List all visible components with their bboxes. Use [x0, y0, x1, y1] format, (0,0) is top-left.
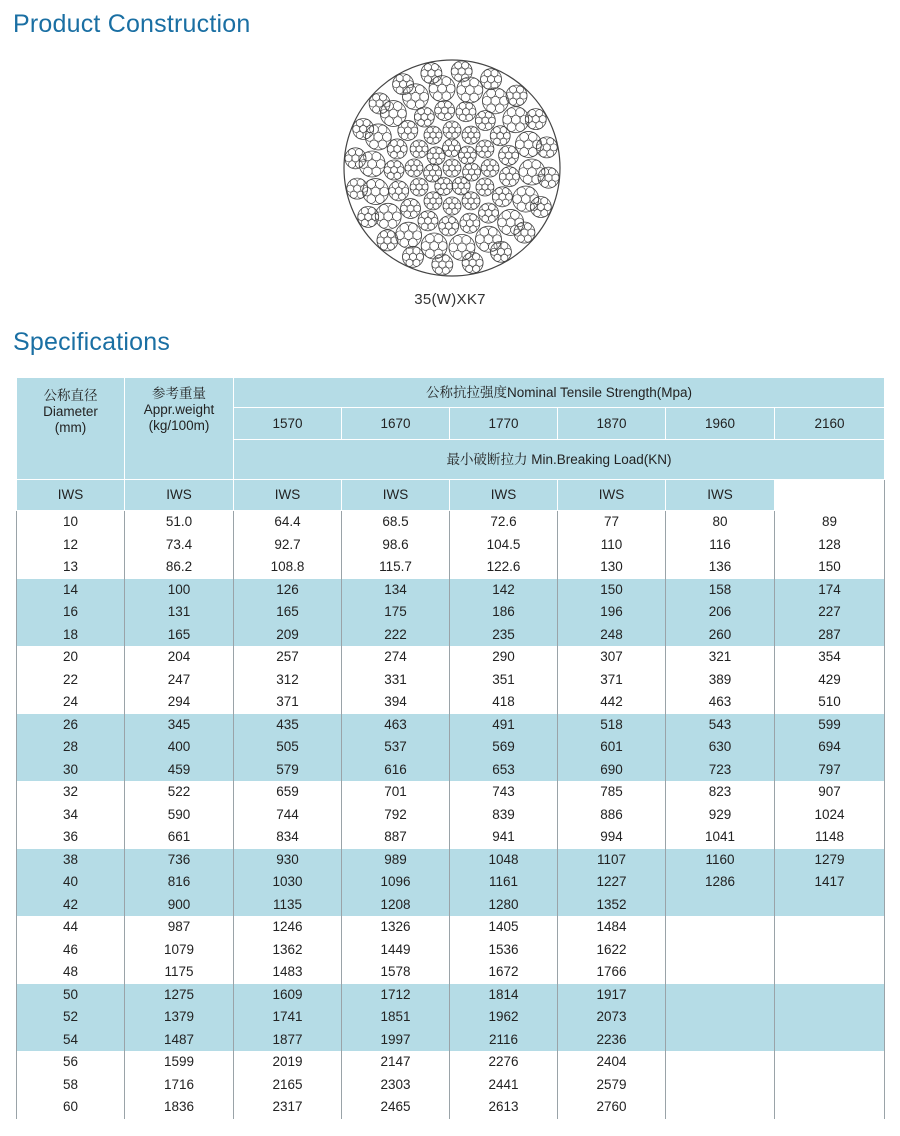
table-cell: 312 — [234, 669, 342, 692]
table-row — [17, 939, 885, 962]
table-cell: 28 — [17, 736, 125, 759]
grade-header-cell: 1770 — [450, 408, 558, 440]
table-cell: 1246 — [234, 916, 342, 939]
table-cell: 459 — [125, 759, 234, 782]
table-cell: 1877 — [234, 1029, 342, 1052]
diameter-header — [17, 378, 125, 480]
table-cell: 994 — [558, 826, 666, 849]
table-cell: 1483 — [234, 961, 342, 984]
table-cell: 104.5 — [450, 534, 558, 557]
table-cell: 463 — [666, 691, 775, 714]
table-cell: 1712 — [342, 984, 450, 1007]
diameter-header-unit: (mm) — [54, 420, 87, 435]
table-cell: 2317 — [234, 1096, 342, 1119]
table-cell: 1227 — [558, 871, 666, 894]
table-cell: 50 — [17, 984, 125, 1007]
table-cell: 274 — [342, 646, 450, 669]
table-cell: 1279 — [775, 849, 885, 872]
table-cell: 32 — [62, 784, 79, 799]
table-cell: 122.6 — [450, 556, 558, 579]
table-cell: 2441 — [450, 1074, 558, 1097]
table-cell — [775, 1029, 885, 1052]
table-cell: 1096 — [342, 871, 450, 894]
table-row — [17, 601, 885, 624]
table-cell: 98.6 — [342, 534, 450, 557]
table-cell: 590 — [125, 804, 234, 827]
table-cell: 1030 — [234, 871, 342, 894]
table-cell: 248 — [558, 624, 666, 647]
table-cell: 1484 — [558, 916, 666, 939]
table-cell: 491 — [450, 714, 558, 737]
table-cell: 48 — [62, 964, 79, 979]
table-cell: 260 — [666, 624, 775, 647]
table-row — [17, 1096, 885, 1119]
table-cell: 1836 — [125, 1096, 234, 1119]
table-cell — [666, 939, 775, 962]
table-cell: 34 — [62, 806, 79, 822]
table-cell: 442 — [558, 691, 666, 714]
table-cell: 743 — [450, 781, 558, 804]
table-row — [17, 916, 885, 939]
table-cell: 16 — [17, 601, 125, 624]
table-row — [17, 984, 885, 1007]
table-row — [17, 691, 885, 714]
table-cell: 2613 — [450, 1096, 558, 1119]
table-cell: 136 — [666, 556, 775, 579]
table-cell: 1107 — [558, 849, 666, 872]
table-cell: 1766 — [558, 961, 666, 984]
table-cell: 1716 — [125, 1074, 234, 1097]
table-cell: 601 — [558, 736, 666, 759]
table-cell: 989 — [342, 849, 450, 872]
table-cell: 126 — [234, 579, 342, 602]
table-cell: 1161 — [450, 871, 558, 894]
table-cell: 987 — [125, 916, 234, 939]
table-cell: 1024 — [775, 804, 885, 827]
table-cell: 2116 — [450, 1029, 558, 1052]
table-cell: 2404 — [558, 1051, 666, 1074]
table-cell: 130 — [558, 556, 666, 579]
table-cell: 345 — [125, 714, 234, 737]
table-cell: 701 — [342, 781, 450, 804]
table-cell: 72.6 — [450, 511, 558, 534]
table-cell: 142 — [450, 579, 558, 602]
table-cell: 68.5 — [342, 511, 450, 534]
table-cell: 36 — [62, 829, 79, 844]
table-cell: 1326 — [342, 916, 450, 939]
table-cell: 196 — [558, 601, 666, 624]
core-type-cell: IWS — [342, 480, 450, 511]
table-cell: 134 — [342, 579, 450, 602]
table-cell: 941 — [450, 826, 558, 849]
table-row — [17, 804, 885, 827]
table-cell: 510 — [775, 691, 885, 714]
table-cell: 394 — [342, 691, 450, 714]
table-cell: 1041 — [666, 826, 775, 849]
table-cell: 930 — [234, 849, 342, 872]
table-cell: 1599 — [125, 1051, 234, 1074]
table-row — [17, 736, 885, 759]
table-row — [17, 646, 885, 669]
table-cell: 1814 — [450, 984, 558, 1007]
table-cell: 2147 — [342, 1051, 450, 1074]
table-cell: 80 — [666, 511, 775, 534]
table-cell: 186 — [450, 601, 558, 624]
table-cell: 839 — [450, 804, 558, 827]
table-cell: 10 — [62, 514, 79, 529]
table-row — [17, 961, 885, 984]
table-cell: 543 — [666, 714, 775, 737]
table-row — [17, 669, 885, 692]
table-cell: 1487 — [125, 1029, 234, 1052]
table-cell: 929 — [666, 804, 775, 827]
table-cell — [775, 961, 885, 984]
table-cell: 158 — [666, 579, 775, 602]
wire-rope-cross-section-icon — [337, 58, 567, 278]
table-row — [17, 871, 885, 894]
table-cell: 1175 — [125, 961, 234, 984]
table-cell: 222 — [342, 624, 450, 647]
table-cell: 174 — [775, 579, 885, 602]
table-cell: 1417 — [775, 871, 885, 894]
table-cell: 307 — [558, 646, 666, 669]
table-cell: 51.0 — [125, 511, 234, 534]
table-cell: 694 — [775, 736, 885, 759]
table-cell: 204 — [125, 646, 234, 669]
table-cell: 2165 — [234, 1074, 342, 1097]
table-cell: 54 — [17, 1029, 125, 1052]
table-cell: 321 — [666, 646, 775, 669]
table-cell: 206 — [666, 601, 775, 624]
table-cell: 165 — [234, 601, 342, 624]
table-cell — [775, 1074, 885, 1097]
core-type-cell: IWS — [17, 480, 125, 511]
table-cell — [775, 916, 885, 939]
table-row — [17, 759, 885, 782]
table-cell: 58 — [62, 1076, 79, 1092]
table-cell: 1135 — [234, 894, 342, 917]
table-cell: 42 — [17, 894, 125, 917]
table-cell: 56 — [62, 1054, 79, 1069]
table-row — [17, 556, 885, 579]
table-cell: 537 — [342, 736, 450, 759]
table-cell: 1405 — [450, 916, 558, 939]
core-type-cell: IWS — [125, 480, 234, 511]
table-cell: 1275 — [125, 984, 234, 1007]
table-cell: 40 — [17, 871, 125, 894]
table-cell: 30 — [17, 759, 125, 782]
table-cell: 18 — [17, 624, 125, 647]
table-cell: 522 — [125, 781, 234, 804]
table-cell: 77 — [558, 511, 666, 534]
table-cell: 92.7 — [234, 534, 342, 557]
table-cell: 2579 — [558, 1074, 666, 1097]
table-cell: 86.2 — [125, 556, 234, 579]
specifications-table — [16, 377, 885, 1119]
table-cell: 26 — [17, 714, 125, 737]
table-cell: 257 — [234, 646, 342, 669]
table-cell: 569 — [450, 736, 558, 759]
table-row — [17, 714, 885, 737]
table-row — [17, 1029, 885, 1052]
table-cell: 599 — [775, 714, 885, 737]
table-cell: 371 — [234, 691, 342, 714]
table-cell — [775, 939, 885, 962]
table-cell: 287 — [775, 624, 885, 647]
table-cell: 463 — [342, 714, 450, 737]
table-cell: 518 — [558, 714, 666, 737]
table-cell: 150 — [775, 556, 885, 579]
table-row — [17, 511, 885, 534]
table-cell: 653 — [450, 759, 558, 782]
table-cell: 14 — [17, 579, 125, 602]
table-cell: 1286 — [666, 871, 775, 894]
table-cell: 389 — [666, 669, 775, 692]
table-cell: 630 — [666, 736, 775, 759]
table-cell: 744 — [234, 804, 342, 827]
table-cell: 131 — [125, 601, 234, 624]
section-title-specifications: Specifications — [13, 328, 171, 356]
table-cell: 1449 — [342, 939, 450, 962]
table-cell: 1379 — [125, 1006, 234, 1029]
table-cell: 1280 — [450, 894, 558, 917]
table-cell: 2303 — [342, 1074, 450, 1097]
table-cell: 100 — [125, 579, 234, 602]
table-cell: 2019 — [234, 1051, 342, 1074]
table-cell: 354 — [775, 646, 885, 669]
grade-header-cell: 2160 — [775, 408, 885, 440]
table-cell: 13 — [62, 559, 79, 574]
table-cell: 505 — [234, 736, 342, 759]
table-cell — [775, 1006, 885, 1029]
table-cell: 690 — [558, 759, 666, 782]
table-cell: 797 — [775, 759, 885, 782]
table-cell: 1079 — [125, 939, 234, 962]
weight-header — [125, 378, 234, 480]
tensile-strength-header: 公称抗拉强度Nominal Tensile Strength(Mpa) — [234, 378, 885, 408]
table-cell: 1160 — [666, 849, 775, 872]
table-cell: 128 — [775, 534, 885, 557]
table-row — [17, 1006, 885, 1029]
table-cell: 435 — [234, 714, 342, 737]
table-cell: 2073 — [558, 1006, 666, 1029]
table-cell: 1536 — [450, 939, 558, 962]
table-cell: 659 — [234, 781, 342, 804]
table-cell — [666, 984, 775, 1007]
table-cell — [666, 1074, 775, 1097]
table-row — [17, 826, 885, 849]
table-row — [17, 624, 885, 647]
table-cell: 1578 — [342, 961, 450, 984]
table-cell — [666, 1029, 775, 1052]
table-cell: 1048 — [450, 849, 558, 872]
table-cell: 371 — [558, 669, 666, 692]
table-cell: 785 — [558, 781, 666, 804]
table-cell — [775, 894, 885, 917]
table-cell — [666, 894, 775, 917]
table-cell: 12 — [62, 536, 79, 552]
table-cell: 887 — [342, 826, 450, 849]
table-row — [17, 894, 885, 917]
table-cell: 1917 — [558, 984, 666, 1007]
table-cell: 44 — [62, 919, 79, 934]
table-cell: 400 — [125, 736, 234, 759]
table-cell: 1672 — [450, 961, 558, 984]
table-row — [17, 849, 885, 872]
table-cell: 165 — [125, 624, 234, 647]
table-cell: 60 — [62, 1099, 79, 1114]
grade-header-cell: 1960 — [666, 408, 775, 440]
table-cell — [666, 961, 775, 984]
weight-header-unit: (kg/100m) — [148, 418, 210, 433]
table-cell: 20 — [62, 649, 79, 664]
table-cell: 907 — [775, 781, 885, 804]
grade-header-cell: 1870 — [558, 408, 666, 440]
grade-header-cell: 1570 — [234, 408, 342, 440]
table-cell: 235 — [450, 624, 558, 647]
core-type-cell: IWS — [558, 480, 666, 511]
table-cell: 661 — [125, 826, 234, 849]
table-cell: 723 — [666, 759, 775, 782]
table-cell: 150 — [558, 579, 666, 602]
table-cell: 2760 — [558, 1096, 666, 1119]
table-row — [17, 1051, 885, 1074]
table-cell: 2236 — [558, 1029, 666, 1052]
table-cell: 1148 — [775, 826, 885, 849]
table-cell: 290 — [450, 646, 558, 669]
table-cell: 209 — [234, 624, 342, 647]
weight-header-en: Appr.weight — [143, 402, 215, 417]
table-cell: 2276 — [450, 1051, 558, 1074]
min-breaking-load-header: 最小破断拉力 Min.Breaking Load(KN) — [234, 440, 885, 480]
table-cell: 792 — [342, 804, 450, 827]
table-cell: 46 — [62, 941, 79, 957]
table-cell: 616 — [342, 759, 450, 782]
table-cell: 227 — [775, 601, 885, 624]
table-cell: 1362 — [234, 939, 342, 962]
core-type-cell: IWS — [234, 480, 342, 511]
table-cell: 22 — [62, 671, 79, 687]
table-cell: 110 — [558, 534, 666, 557]
table-cell: 115.7 — [342, 556, 450, 579]
table-cell: 1352 — [558, 894, 666, 917]
table-cell — [666, 916, 775, 939]
diagram-caption: 35(W)XK7 — [414, 291, 486, 308]
table-cell: 351 — [450, 669, 558, 692]
table-cell: 823 — [666, 781, 775, 804]
table-cell: 73.4 — [125, 534, 234, 557]
table-cell: 331 — [342, 669, 450, 692]
core-type-cell: IWS — [450, 480, 558, 511]
table-cell: 52 — [17, 1006, 125, 1029]
weight-header-cn: 参考重量 — [152, 386, 206, 401]
table-cell: 1851 — [342, 1006, 450, 1029]
table-cell — [775, 1051, 885, 1074]
table-row — [17, 579, 885, 602]
table-cell: 900 — [125, 894, 234, 917]
table-cell — [666, 1096, 775, 1119]
table-cell: 816 — [125, 871, 234, 894]
table-cell — [775, 984, 885, 1007]
table-cell: 834 — [234, 826, 342, 849]
diameter-header-en: Diameter — [43, 404, 98, 419]
diameter-header-cn: 公称直径 — [43, 388, 98, 403]
table-cell: 736 — [125, 849, 234, 872]
table-cell: 886 — [558, 804, 666, 827]
table-cell: 116 — [666, 534, 775, 557]
grade-header-cell: 1670 — [342, 408, 450, 440]
table-cell: 429 — [775, 669, 885, 692]
table-cell: 1208 — [342, 894, 450, 917]
table-cell: 38 — [17, 849, 125, 872]
table-cell — [775, 1096, 885, 1119]
table-cell: 89 — [775, 511, 885, 534]
table-cell: 24 — [62, 694, 79, 709]
table-row — [17, 781, 885, 804]
table-cell: 1609 — [234, 984, 342, 1007]
table-cell: 64.4 — [234, 511, 342, 534]
core-type-cell: IWS — [666, 480, 775, 511]
table-cell: 1741 — [234, 1006, 342, 1029]
table-cell: 175 — [342, 601, 450, 624]
section-title-product-construction: Product Construction — [13, 10, 251, 38]
table-cell — [666, 1051, 775, 1074]
table-row — [17, 534, 885, 557]
table-cell: 108.8 — [234, 556, 342, 579]
table-cell: 418 — [450, 691, 558, 714]
table-cell: 294 — [125, 691, 234, 714]
table-cell: 1962 — [450, 1006, 558, 1029]
table-cell: 1997 — [342, 1029, 450, 1052]
table-cell: 579 — [234, 759, 342, 782]
table-cell: 2465 — [342, 1096, 450, 1119]
table-cell: 1622 — [558, 939, 666, 962]
table-cell — [666, 1006, 775, 1029]
table-cell: 247 — [125, 669, 234, 692]
table-row — [17, 1074, 885, 1097]
